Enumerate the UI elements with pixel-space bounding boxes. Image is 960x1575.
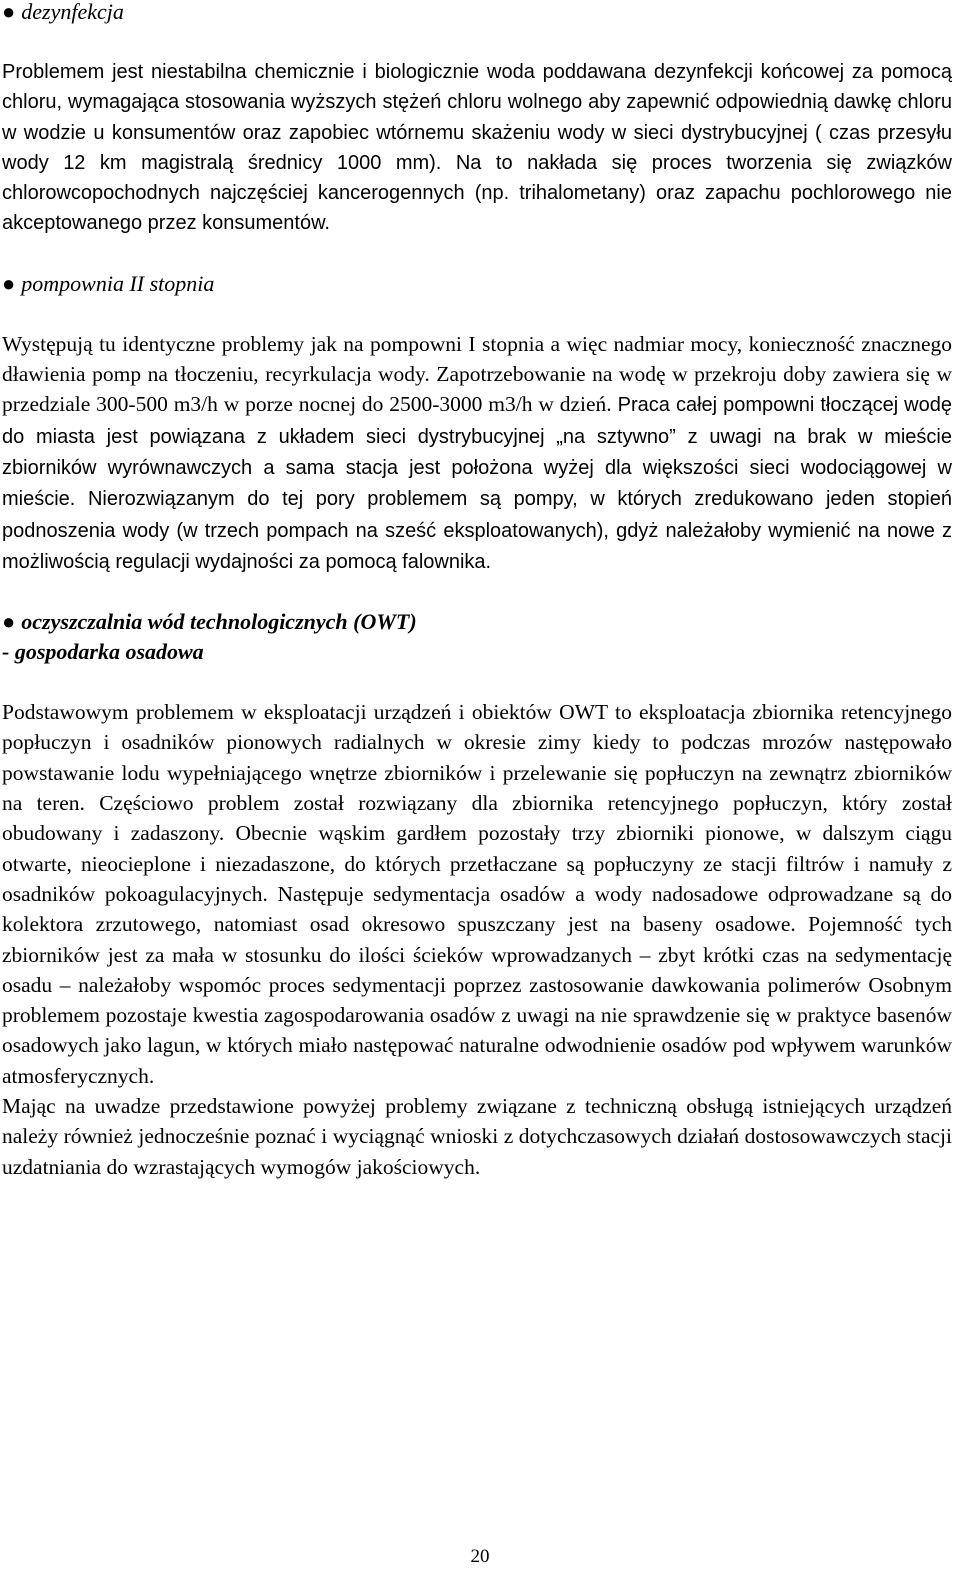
section-title: dezynfekcja [21,0,124,24]
paragraph-dezynfekcja: Problemem jest niestabilna chemicznie i biologicznie woda poddawana dezynfekcji końcowej za pomocą chloru, wymagająca stosowania wyższych stężeń chloru wolnego aby zapewnić odpowiednią dawkę chloru w wodzie u konsumentów oraz zapobiec wtórnemu skażeniu wody w sieci dystrybucyjnej ( czas przesyłu wody 12 km magistralą średnicy 1000 mm). Na to nakłada się proces tworzenia się związków chlorowcopochodnych najczęściej kancerogennych (np. trihalometany) oraz zapachu pochlorowego nie akceptowanego przez konsumentów. [2,61,952,235]
document-page [2,0,952,1182]
paragraph-pompownia-sans: Praca całej pompowni tłoczącej wodę do miasta jest powiązana z układem sieci dystrybucyjnej „na sztywno” z uwagi na brak w mieście zbiorników wyrównawczych a sama stacja jest położona wyżej dla większości sieci wodociągowej w mieście. Nierozwiązanym do tej pory problemem są pompy, w których zredukowano jeden stopień podnoszenia wody (w trzech pompach na sześć eksploatowanych), gdyż należałoby wymienić na nowe z możliwością regulacji wydajności za pomocą falownika. [2,394,952,573]
paragraph-pompownia-serif: Występują tu identyczne problemy jak na pompowni I stopnia a więc nadmiar mocy, konieczność znacznego dławienia pomp na tłoczeniu, recyrkulacja wody. Zapotrzebowanie na wodę w przekroju doby zawiera się w przedziale 300-500 m3/h w porze nocnej do 2500-3000 m3/h w dzień. [2,331,952,417]
spacer [2,667,952,697]
section-heading-dezynfekcja [2,0,952,27]
paragraph-pompownia [2,329,952,577]
bullet-icon: ● [2,0,16,24]
section-heading-pompownia [2,269,952,299]
page-number: 20 [470,1546,490,1567]
paragraph-owt-2: Mając na uwadze przedstawione powyżej problemy związane z techniczną obsługą istniejących urządzeń należy również jednocześnie poznać i wyciągnąć wnioski z dotychczasowych działań dostosowawczych stacji uzdatniania do wzrastających wymogów jakościowych. [2,1094,952,1179]
bullet-icon: ● [2,270,16,296]
spacer [2,299,952,329]
paragraph-owt-1: Podstawowym problemem w eksploatacji urządzeń i obiektów OWT to eksploatacja zbiornika retencyjnego popłuczyn i osadników pionowych radialnych w okresie zimy kiedy to podczas mrozów następowało powstawanie lodu wypełniającego wnętrze zbiorników i przelewanie się popłuczyn na zewnątrz zbiorników na teren. Częściowo problem został rozwiązany dla zbiornika retencyjnego popłuczyn, który został obudowany i zadaszony. Obecnie wąskim gardłem pozostały trzy zbiorniki pionowe, w dalszym ciągu otwarte, nieocieplone i niezadaszone, do których przetłaczane są popłuczyny ze stacji filtrów i namuły z osadników pokoagulacyjnych. Następuje sedymentacja osadów a wody nadosadowe odprowadzane są do kolektora zrzutowego, natomiast osad okresowo spuszczany jest na baseny osadowe. Pojemność tych zbiorników jest za mała w stosunku do ilości ścieków wprowadzanych – zbyt krótki czas na sedymentację osadu – należałoby wspomóc proces sedymentacji poprzez zastosowanie dawkowania polimerów Osobnym problemem pozostaje kwestia zagospodarowania osadów z uwagi na nie sprawdzenie się w praktyce basenów osadowych jako lagun, w których miało następować naturalne odwodnienie osadów pod wpływem warunków atmosferycznych. [2,700,952,1088]
spacer [2,577,952,607]
section-title: oczyszczalnia wód technologicznych (OWT) [21,609,417,635]
bullet-icon: ● [2,609,16,635]
section-title: pompownia II stopnia [21,270,215,296]
spacer [2,27,952,57]
section-heading-owt [2,607,952,637]
section-subtitle-owt: - gospodarka osadowa [2,639,204,665]
spacer [2,239,952,269]
